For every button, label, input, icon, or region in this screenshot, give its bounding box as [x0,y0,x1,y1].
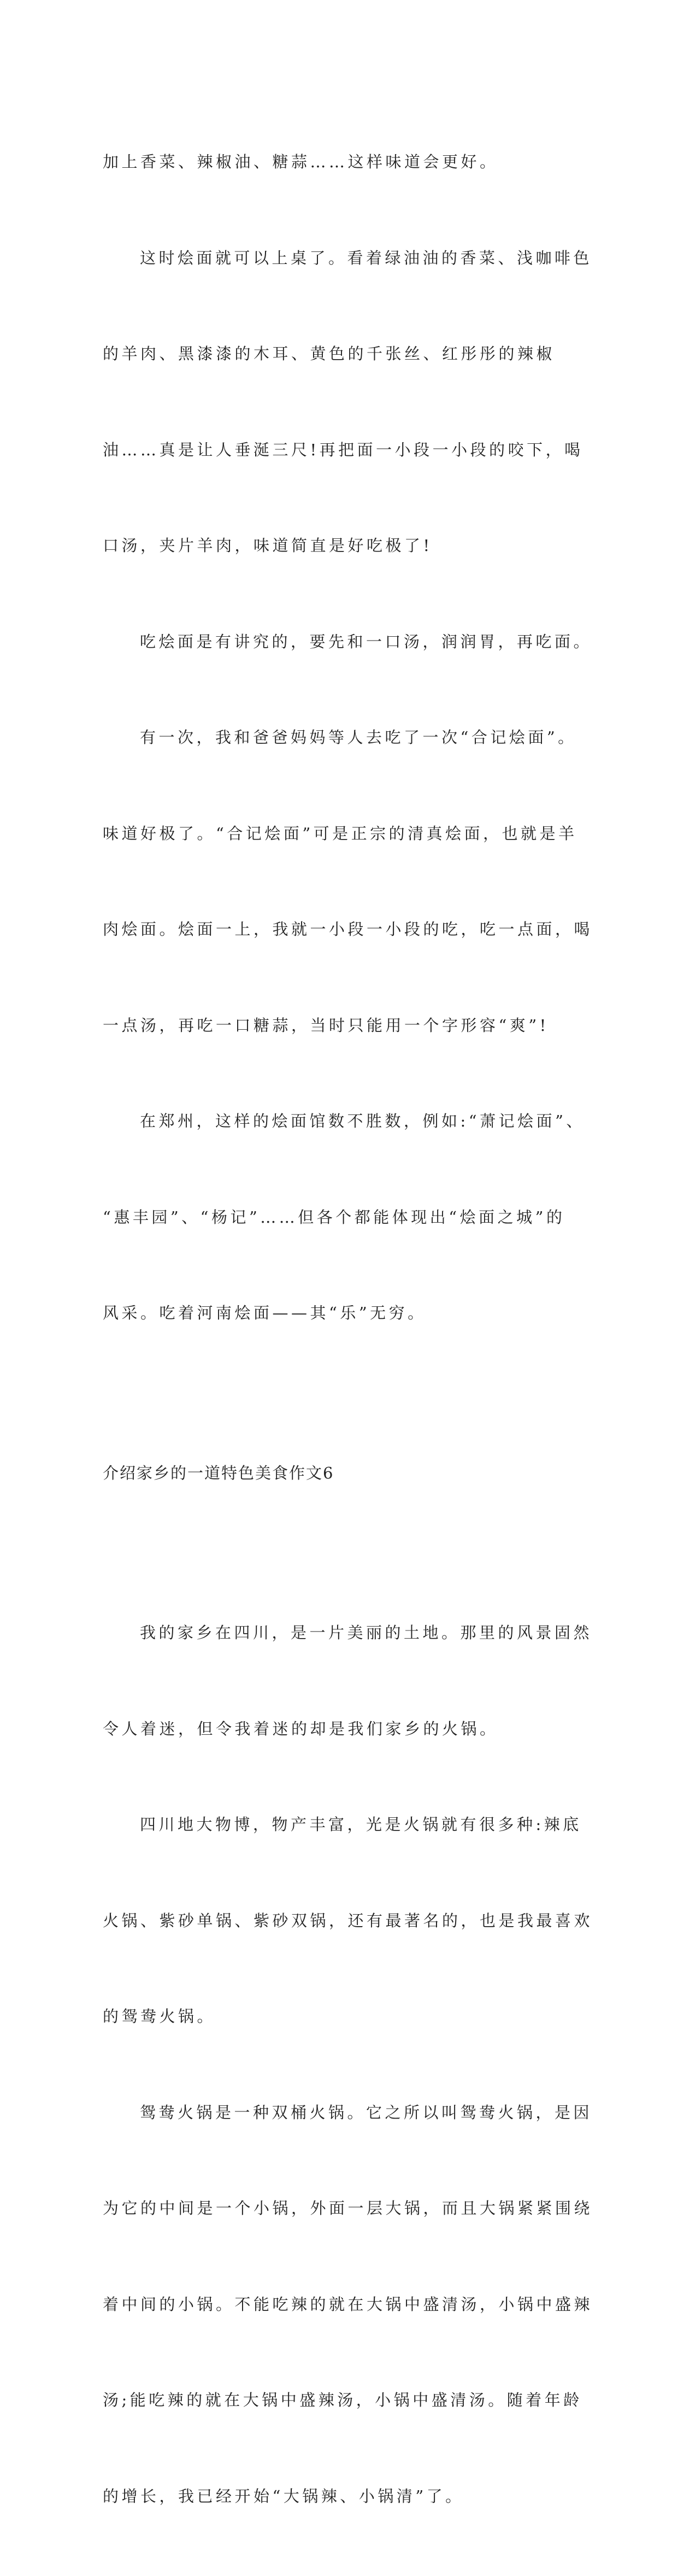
text-line: 的羊肉、黑漆漆的木耳、黄色的千张丝、红彤彤的辣椒 [103,344,556,363]
text-line: “惠丰园”、“杨记”……但各个都能体现出“烩面之城”的 [103,1207,565,1227]
text-line: 肉烩面。烩面一上，我就一小段一小段的吃，吃一点面，喝 [103,920,593,938]
text-line: 油……真是让人垂涎三尺!再把面一小段一小段的咬下，喝 [103,440,583,459]
text-line: 口汤，夹片羊肉，味道简直是好吃极了! [103,536,433,555]
text-line: 的鸳鸯火锅。 [103,2007,216,2026]
text-line: 的增长，我已经开始“大锅辣、小锅清”了。 [103,2486,464,2505]
text-line: 我的家乡在四川，是一片美丽的土地。那里的风景固然 [140,1623,593,1642]
text-line: 鸳鸯火锅是一种双桶火锅。它之所以叫鸳鸯火锅，是因 [140,2103,593,2122]
text-line: 风采。吃着河南烩面——其“乐”无穷。 [103,1304,427,1322]
essay-part-1 [103,82,593,1393]
text-line: 一点汤，再吃一口糖蒜，当时只能用一个字形容“爽”! [103,1016,549,1035]
text-line: 火锅、紫砂单锅、紫砂双锅，还有最著名的，也是我最喜欢 [103,1911,593,1930]
essay-part-2 [103,1553,593,2576]
text-line: 这时烩面就可以上桌了。看着绿油油的香菜、浅咖啡色 [140,248,593,267]
text-line: 味道好极了。“合记烩面”可是正宗的清真烩面，也就是羊 [103,824,577,843]
text-line: 加上香菜、辣椒油、糖蒜……这样味道会更好。 [103,152,499,171]
text-line: 令人着迷，但令我着迷的却是我们家乡的火锅。 [103,1719,499,1738]
text-line: 吃烩面是有讲究的，要先和一口汤，润润胃，再吃面。 [140,632,593,651]
text-line: 四川地大物博，物产丰富，光是火锅就有很多种:辣底 [140,1815,582,1834]
essay-heading: 介绍家乡的一道特色美食作文6 [103,1463,334,1482]
text-line: 在郑州，这样的烩面馆数不胜数，例如:“萧记烩面”、 [140,1112,585,1130]
essay-heading-block [103,1393,583,1553]
text-line: 着中间的小锅。不能吃辣的就在大锅中盛清汤，小锅中盛辣 [103,2295,593,2314]
text-line: 为它的中间是一个小锅，外面一层大锅，而且大锅紧紧围绕 [103,2199,593,2217]
text-line: 有一次，我和爸爸妈妈等人去吃了一次“合记烩面”。 [140,728,577,747]
text-line: 汤;能吃辣的就在大锅中盛辣汤，小锅中盛清汤。随着年龄 [103,2391,582,2409]
document-page [103,82,593,2576]
